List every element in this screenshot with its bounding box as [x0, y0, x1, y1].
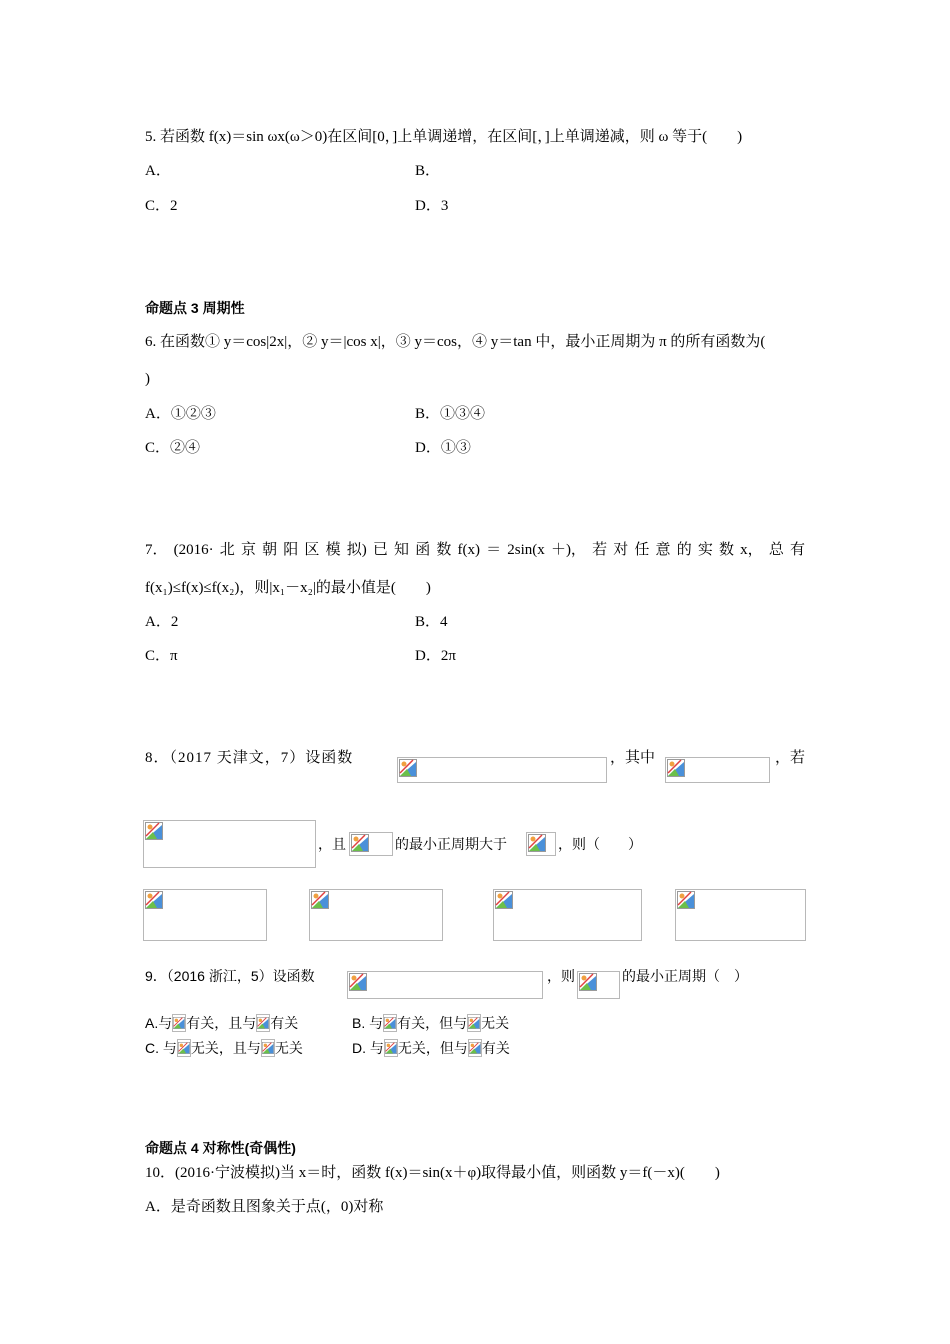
q7-part: 区 — [304, 542, 320, 558]
formula-image — [468, 1039, 482, 1057]
q7-part: 已 — [372, 542, 388, 558]
q7-part: 模 — [325, 542, 341, 558]
broken-image-icon — [384, 1016, 396, 1030]
q7-option-d: D．2π — [415, 648, 456, 664]
q9-option-b — [352, 1012, 509, 1034]
q7-part: f(x) — [457, 542, 480, 558]
q7-part: 若 — [592, 542, 608, 558]
q9-option-a — [145, 1012, 298, 1034]
broken-image-icon — [145, 822, 163, 840]
q9-option-d-text: 有关 — [481, 1040, 510, 1056]
q9-stem-c: 的最小正周期（ ） — [622, 968, 748, 984]
broken-image-icon — [262, 1041, 274, 1055]
broken-image-icon — [351, 834, 369, 852]
q7-part: (2016· — [173, 542, 214, 558]
broken-image-icon — [173, 1016, 185, 1030]
q7-stem-line1 — [145, 539, 805, 561]
q8-line1-b: ，其中 — [610, 750, 656, 766]
formula-image — [256, 1014, 270, 1032]
q8-line2-b: 的最小正周期大于 — [395, 836, 507, 852]
q9-option-c — [145, 1037, 303, 1059]
q7-part: 有 — [789, 542, 805, 558]
broken-image-icon — [528, 834, 546, 852]
broken-image-icon — [349, 973, 367, 991]
section-title-periodicity: 命题点 3 周期性 — [145, 300, 245, 316]
broken-image-icon — [145, 891, 163, 909]
option-image-a — [143, 889, 267, 941]
q7-part: 任 — [634, 542, 650, 558]
q9-option-a-text: 有关 — [270, 1015, 299, 1031]
formula-image — [397, 757, 607, 783]
q7-part: 函 — [415, 542, 431, 558]
q7-part: 实 — [697, 542, 713, 558]
formula-image — [526, 832, 556, 856]
q9-option-a-text: A.与 — [145, 1015, 173, 1031]
formula-image — [384, 1039, 398, 1057]
q9-option-c-text: C. 与 — [145, 1040, 177, 1056]
option-image-b — [309, 889, 443, 941]
broken-image-icon — [468, 1016, 480, 1030]
broken-image-icon — [385, 1041, 397, 1055]
q9-stem-b: ，则 — [547, 968, 575, 984]
q9-option-c-text: 无关 — [274, 1040, 303, 1056]
q5-option-d: D．3 — [415, 198, 449, 214]
q8-line1-c: ，若 — [775, 750, 806, 766]
broken-image-icon — [677, 891, 695, 909]
q7-stem-line2: f(x₁)≤f(x)≤f(x₂)，则|x₁－x₂|的最小值是( ) — [145, 580, 431, 596]
q9-option-b-text: 无关 — [481, 1015, 510, 1031]
q7-part: 总 — [768, 542, 784, 558]
formula-image — [665, 757, 770, 783]
option-image-c — [493, 889, 642, 941]
q7-part: 拟) — [346, 542, 367, 558]
q7-part: 的 — [676, 542, 692, 558]
formula-image — [577, 971, 620, 999]
broken-image-icon — [495, 891, 513, 909]
q9-option-d-text: D. 与 — [352, 1040, 384, 1056]
formula-image — [177, 1039, 191, 1057]
section-title-symmetry: 命题点 4 对称性(奇偶性) — [145, 1140, 296, 1156]
q5-option-b: B． — [415, 163, 441, 179]
q9-option-b-text: B. 与 — [352, 1015, 384, 1031]
q9-option-c-text: 无关，且与 — [190, 1040, 261, 1056]
q7-option-c: C．π — [145, 648, 178, 664]
formula-image — [172, 1014, 186, 1032]
q10-stem: 10．(2016·宁波模拟)当 x＝时，函数 f(x)＝sin(x＋φ)取得最小值，则函数 y＝f(－x)( ) — [145, 1165, 720, 1181]
q7-part: ＋)， — [550, 542, 586, 558]
q7-option-a: A．2 — [145, 614, 179, 630]
q9-option-a-text: 有关，且与 — [186, 1015, 257, 1031]
q8-line1-a: 8．（2017 天津文，7）设函数 — [145, 750, 354, 766]
broken-image-icon — [257, 1016, 269, 1030]
q7-part: 意 — [655, 542, 671, 558]
q5-stem: 5. 若函数 f(x)＝sin ωx(ω＞0)在区间[0，]上单调递增，在区间[，]上单调递减，则 ω 等于( ) — [145, 129, 743, 145]
q10-option-a: A．是奇函数且图象关于点(，0)对称 — [145, 1199, 384, 1215]
q7-part: 对 — [613, 542, 629, 558]
formula-image — [383, 1014, 397, 1032]
q6-stem-line2: ) — [145, 371, 150, 387]
q6-option-d: D．①③ — [415, 440, 471, 456]
q7-part: 阳 — [283, 542, 299, 558]
q6-stem-line1: 6. 在函数① y＝cos|2x|，② y＝|cos x|，③ y＝cos，④ y＝tan 中，最小正周期为 π 的所有函数为( — [145, 334, 766, 350]
q9-option-d — [352, 1037, 510, 1059]
q5-option-c: C．2 — [145, 198, 178, 214]
q9-option-d-text: 无关，但与 — [397, 1040, 468, 1056]
broken-image-icon — [178, 1041, 190, 1055]
broken-image-icon — [579, 973, 597, 991]
option-image-d — [675, 889, 806, 941]
q6-option-a: A．①②③ — [145, 406, 216, 422]
broken-image-icon — [399, 759, 417, 777]
q7-part: 京 — [240, 542, 256, 558]
q8-line2-c: ，则（ ） — [558, 836, 642, 852]
q7-part: 数 — [436, 542, 452, 558]
q7-part: ＝ — [486, 542, 502, 558]
q9-stem-a: 9．（2016 浙江，5）设函数 — [145, 968, 315, 984]
q5-option-a: A． — [145, 163, 171, 179]
formula-image — [349, 832, 393, 856]
q6-option-c: C．②④ — [145, 440, 201, 456]
formula-image — [467, 1014, 481, 1032]
q7-part: 数 — [719, 542, 735, 558]
formula-image — [143, 820, 316, 868]
q7-part: 北 — [219, 542, 235, 558]
formula-image — [261, 1039, 275, 1057]
q7-part: 2sin(x — [507, 542, 545, 558]
broken-image-icon — [469, 1041, 481, 1055]
q7-part: x， — [740, 542, 763, 558]
q7-part: 7． — [145, 542, 168, 558]
formula-image — [347, 971, 543, 999]
q7-part: 朝 — [262, 542, 278, 558]
q7-option-b: B．4 — [415, 614, 448, 630]
q8-line2-a: ，且 — [318, 836, 346, 852]
q9-option-b-text: 有关，但与 — [397, 1015, 468, 1031]
q6-option-b: B．①③④ — [415, 406, 486, 422]
q7-part: 知 — [394, 542, 410, 558]
broken-image-icon — [311, 891, 329, 909]
broken-image-icon — [667, 759, 685, 777]
